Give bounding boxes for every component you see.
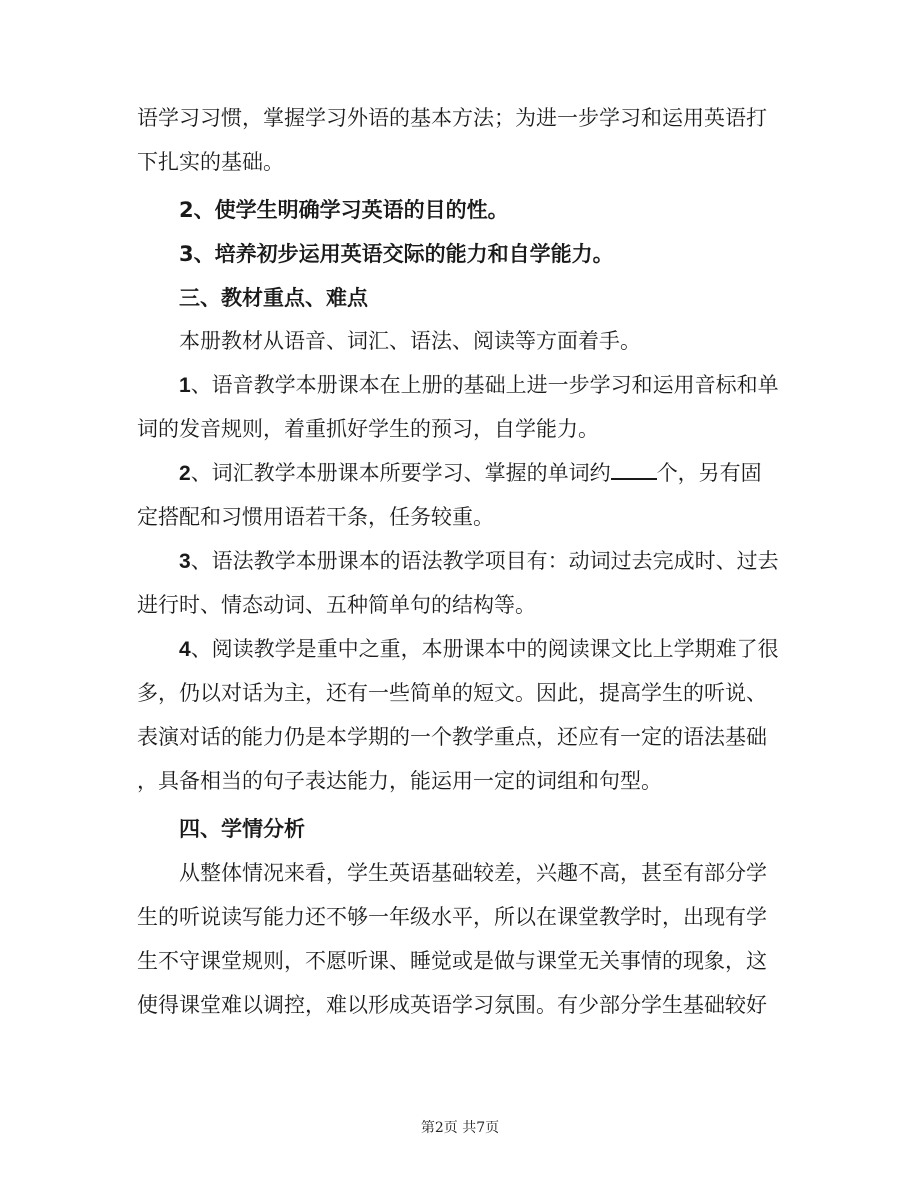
fill-in-blank	[611, 460, 657, 480]
section-heading-textbook-focus: 三、教材重点、难点	[179, 286, 368, 310]
paragraph-line: 生不守课堂规则，不愿听课、睡觉或是做与课堂无关事情的现象，这	[137, 949, 767, 973]
list-number: 4	[179, 638, 191, 661]
paragraph-line: 进行时、情态动词、五种简单句的结构等。	[137, 593, 536, 617]
list-item-text: 、阅读教学是重中之重，本册课本中的阅读课文比上学期难了很	[190, 637, 779, 661]
list-number: 1	[179, 374, 191, 397]
paragraph-line: 使得课堂难以调控，难以形成英语学习氛围。有少部分学生基础较好	[137, 993, 767, 1017]
objective-item-3: 3、培养初步运用英语交际的能力和自学能力。	[179, 242, 614, 266]
page-footer: 第2页 共7页	[420, 1120, 500, 1136]
paragraph-line: ，具备相当的句子表达能力，能运用一定的词组和句型。	[137, 769, 662, 793]
paragraph-line: 词的发音规则，着重抓好学生的预习，自学能力。	[137, 417, 599, 441]
objective-item-2: 2、使学生明确学习英语的目的性。	[179, 198, 509, 222]
paragraph-line: 表演对话的能力仍是本学期的一个教学重点，还应有一定的语法基础	[137, 725, 767, 749]
list-number: 2	[179, 462, 191, 485]
list-item-text: 、语音教学本册课本在上册的基础上进一步学习和运用音标和单	[190, 373, 779, 397]
section-heading-student-analysis: 四、学情分析	[179, 817, 305, 841]
list-item-text: 、语法教学本册课本的语法教学项目有：动词过去完成时、过去	[190, 549, 779, 573]
list-item-text: 、词汇教学本册课本所要学习、掌握的单词约	[190, 461, 611, 485]
list-number: 3	[179, 550, 191, 573]
list-item-vocabulary	[179, 458, 762, 489]
paragraph-line: 从整体情况来看，学生英语基础较差，兴趣不高，甚至有部分学	[179, 861, 767, 885]
list-item-text: 个，另有固	[656, 461, 762, 485]
paragraph-line: 下扎实的基础。	[137, 150, 284, 174]
paragraph-line: 语学习习惯，掌握学习外语的基本方法；为进一步学习和运用英语打	[137, 106, 767, 130]
paragraph-line: 生的听说读写能力还不够一年级水平，所以在课堂教学时，出现有学	[137, 905, 767, 929]
paragraph-line: 多，仍以对话为主，还有一些简单的短文。因此，提高学生的听说、	[137, 681, 767, 705]
list-item-reading	[179, 634, 779, 665]
list-item-grammar	[179, 546, 779, 577]
paragraph-line: 定搭配和习惯用语若干条，任务较重。	[137, 505, 494, 529]
list-item-pronunciation	[179, 370, 779, 401]
paragraph-line: 本册教材从语音、词汇、语法、阅读等方面着手。	[179, 329, 641, 353]
